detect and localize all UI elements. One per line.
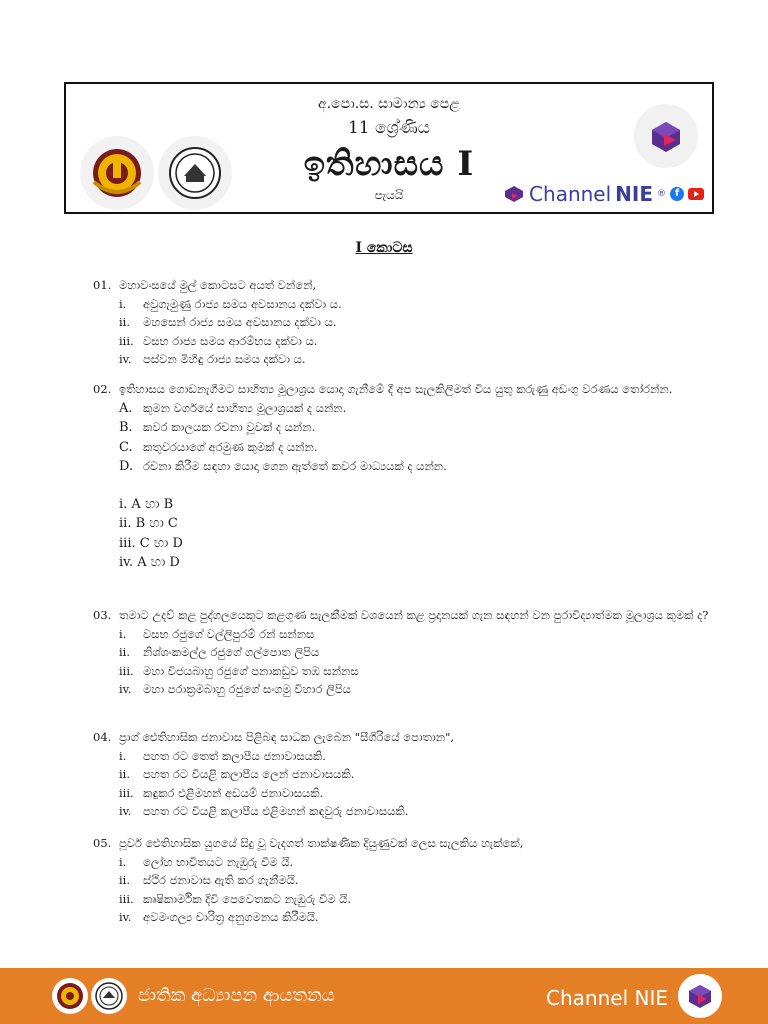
option-3: iii. වසභ රාජ්‍ය සමය ආරම්භය දක්වා ය. [119, 333, 318, 348]
grade-label: 11 ශ්‍රේණිය [347, 118, 431, 138]
option-1: i. වසභ රජුගේ වල්ලිපුරම් රන් සන්නස [119, 626, 315, 641]
facebook-icon[interactable]: f [670, 187, 684, 201]
statement-c: C. කතුවරයාගේ අරමුණ කුමක් ද යන්න. [119, 439, 318, 455]
question-number: 01. [93, 278, 112, 292]
answer-choice-2: ii. B හා C [119, 516, 178, 531]
answer-choice-4: iv. A හා D [119, 555, 180, 570]
question-4 [93, 728, 713, 821]
question-number: 04. [93, 730, 112, 744]
option-2: ii. පහත රට වියළි කලාපීය ලෙන් ජනාවාසයකි. [119, 767, 355, 781]
option-2: ii. මහසෙන් රාජ්‍ය සමය අවසානය දක්වා ය. [119, 315, 337, 329]
option-3: iii. මහා විජයබාහු රජුගේ පනාකඩුව තඹ සන්නස [119, 663, 359, 678]
question-5 [93, 834, 713, 927]
footer-bar [0, 968, 768, 1024]
option-4: iv. පහත රට වියළි කලාපීය එළිමහන් කඳවුරු ජනාවාසයකි. [119, 804, 409, 818]
title-box [64, 82, 714, 214]
answer-choice-1: i. A හා B [119, 496, 174, 512]
option-4: iv. මහා පරාක්‍රමබාහු රජුගේ සංගමු විහාර ලිපිය [119, 682, 351, 696]
option-2: ii. නිශ්ශංකමල්ල රජුගේ ගල්පොත ලිපිය [119, 645, 320, 659]
question-number: 05. [93, 836, 112, 850]
channel-nie-brand [503, 182, 704, 206]
question-text: තමාට උදව් කළ පුද්ගලයෙකුට කළගුණ සැලකීමක් වශයෙන් කළ ප්‍රදානයක් ගැන සඳහන් වන පුරාවිද්‍යාත්මක මූලාශ්‍රය කුමක් ද? [119, 608, 709, 622]
option-2: ii. ස්ථිර ජනාවාස ඇති කර ගැනීමයි. [119, 873, 299, 887]
question-2 [93, 380, 713, 573]
youtube-icon[interactable] [688, 188, 704, 200]
question-3 [93, 606, 713, 699]
statement-a: A. කුමන වර්ගයේ සාහිත්‍ය මූලාශ්‍රයක් ද යන්න. [119, 400, 347, 416]
option-4: iv. පස්වන මිහිඳු රාජ්‍ය සමය දක්වා ය. [119, 352, 306, 366]
brand-bold: NIE [615, 182, 653, 206]
question-number: 02. [93, 382, 112, 396]
statement-b: B. කවර කාලයක රචනා වූවක් ද යන්න. [119, 420, 316, 435]
option-3: iii. කඳුකර එළිමහන් අඩයම් ජනාවාසයකි. [119, 785, 324, 800]
duration-label: පැයයි [374, 188, 404, 202]
option-4: iv. අවමංගල්‍ය චාරිත්‍ර අනුගමනය කිරීමයි. [119, 910, 319, 924]
section-title: I කොටස [355, 240, 413, 256]
footer-brand: Channel NIE [546, 986, 668, 1010]
subject-title: ඉතිහාසය I [303, 144, 475, 184]
option-3: iii. කෘෂිකාර්මික දිවි පෙවෙතකට නැඹුරු වීම යි. [119, 891, 352, 906]
question-text: ඉතිහාසය ගොඩනැගීමට සාහිත්‍ය මූලාශ්‍රය යොදා ගැනීමේ දී අප සැලකිලිමත් විය යුතු කරුණු අඩංගු වරණය තෝරන්න. [119, 382, 673, 396]
channel-nie-mini-icon [503, 185, 525, 203]
answer-choice-3: iii. C හා D [119, 535, 183, 551]
question-number: 03. [93, 608, 112, 622]
exam-level: අ.පො.ස. සාමාන්‍ය පෙළ [318, 96, 460, 112]
question-text: ප්‍රාග් ඓතිහාසික ජනාවාස පිළිබඳ සාධක ලැබෙන "සීගිරියේ පොතාන", [119, 730, 455, 744]
question-1 [93, 276, 713, 369]
option-1: i. අවුගැමුණු රාජ්‍ය සමය අවසානය දක්වා ය. [119, 296, 342, 311]
question-text: මහාවංසයේ මුල් කොටසට අයත් වන්නේ, [119, 278, 317, 292]
education-seal-icon [91, 978, 127, 1014]
channel-nie-logo-icon [678, 974, 722, 1018]
institute-name: ජාතික අධ්‍යාපන ආයතනය [138, 985, 335, 1006]
statement-d: D. රචනා කිරීම සඳහා යොදා ගෙන ඇත්තේ කවර මාධ්‍යයක් ද යන්න. [119, 459, 447, 474]
option-1: i. ලෝහ භාවිතයට නැඹුරු වීම යි. [119, 854, 294, 869]
brand-prefix: Channel [529, 182, 612, 206]
option-1: i. පහත රට තෙත් කලාපීය ජනාවාසයකි. [119, 748, 326, 763]
channel-nie-logo-icon [634, 104, 698, 168]
brand-registered-mark: ® [657, 189, 666, 199]
question-text: පූර්ව ඓතිහාසික යුගයේ සිදු වූ වැදගත් තාක්ෂණික දියුණුවක් ලෙස සැලකිය හැක්කේ, [119, 836, 524, 850]
sri-lanka-emblem-icon [52, 978, 88, 1014]
